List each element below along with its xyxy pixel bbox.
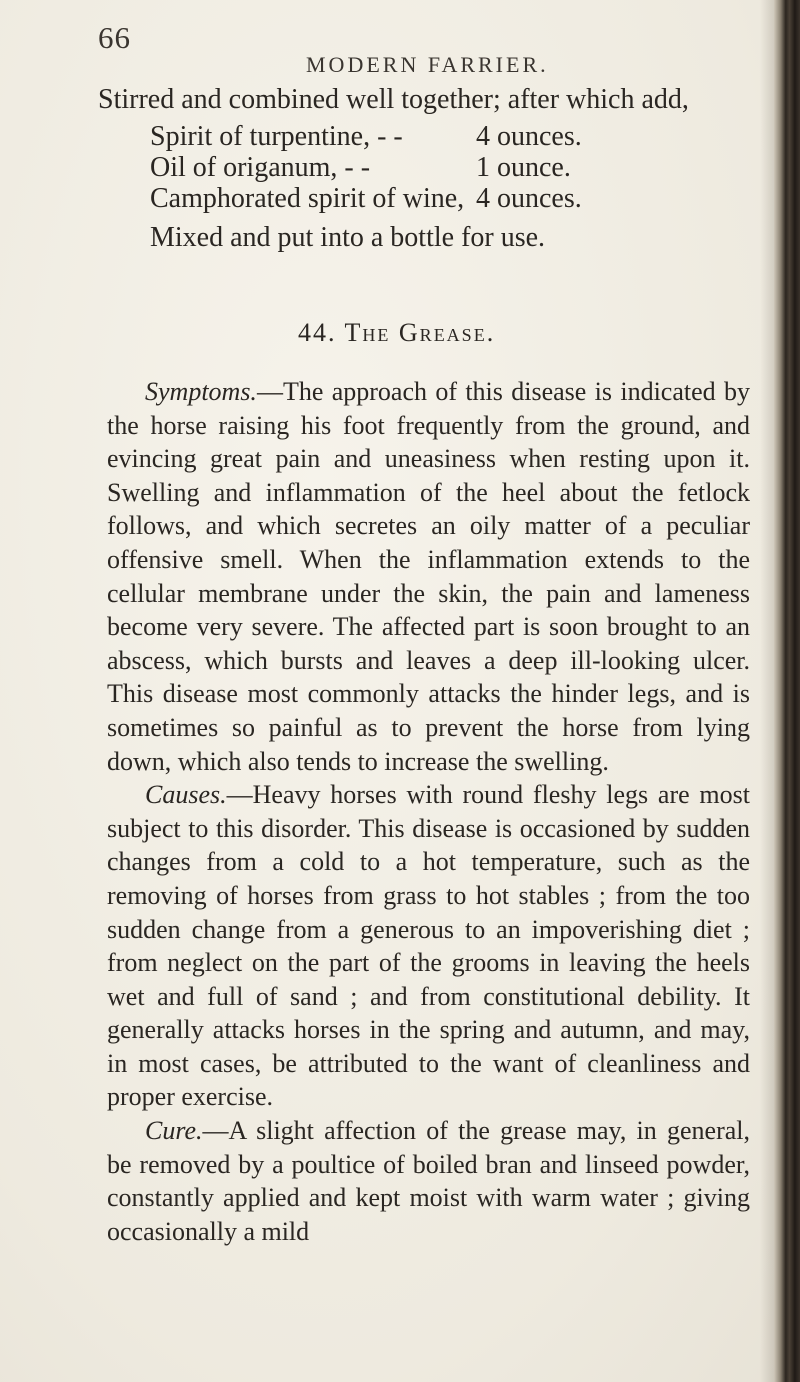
paragraph-text: —A slight affection of the grease may, in general, be removed by a poultice of boiled bran and linseed powder, constantly applied and kept moist with warm water ; giving occasionally a mild <box>107 1116 750 1246</box>
paragraph-symptoms <box>107 375 750 778</box>
mixing-instruction: Mixed and put into a bottle for use. <box>150 222 546 253</box>
ingredient-quantity: 1 ounce. <box>476 152 571 183</box>
paragraph-cure <box>107 1114 750 1248</box>
paragraph-label: Causes. <box>145 780 227 810</box>
paragraph-text: —The approach of this disease is indicated by the horse raising his foot frequently from the ground, and evincing great pain and uneasiness when resting upon it. Swelling and inflammation of the heel about the fetlock follows, and which secretes an oily matter of a peculiar offensive smell. When the inflammation extends to the cellular membrane under the skin, the pain and lameness become very severe. The affected part is soon brought to an abscess, which bursts and leaves a deep ill-looking ulcer. This disease most commonly attacks the hinder legs, and is sometimes so painful as to prevent the horse from lying down, which also tends to increase the swelling. <box>107 377 750 776</box>
ingredient-row <box>150 152 670 183</box>
ingredient-quantity: 4 ounces. <box>476 183 582 214</box>
ingredient-name: Spirit of turpentine, - - <box>150 121 403 152</box>
page-edge-shadow <box>760 0 774 1382</box>
page-number: 66 <box>98 20 131 55</box>
intro-line: Stirred and combined well together; after which add, <box>98 84 689 115</box>
ingredient-row <box>150 121 670 152</box>
body-text <box>107 375 750 1248</box>
ingredient-row <box>150 183 670 214</box>
ingredient-name: Oil of origanum, - - <box>150 152 371 183</box>
ingredient-name: Camphorated spirit of wine, <box>150 183 465 214</box>
section-title: The Grease. <box>344 318 496 347</box>
section-number: 44. <box>298 318 337 347</box>
book-binding-edge <box>774 0 800 1382</box>
paragraph-causes <box>107 778 750 1114</box>
ingredient-quantity: 4 ounces. <box>476 121 582 152</box>
page-header <box>98 20 758 80</box>
paragraph-text: —Heavy horses with round fleshy legs are most subject to this disorder. This disease is occasioned by sudden changes from a cold to a hot temperature, such as the removing of horses from grass to hot stables ; from the too sudden change from a generous to an impoverishing diet ; from neglect on the part of the grooms in leaving the heels wet and full of sand ; and from constitutional debility. It generally attacks horses in the spring and autumn, and may, in most cases, be attributed to the want of cleanliness and proper exercise. <box>107 780 750 1112</box>
paragraph-label: Cure. <box>145 1116 203 1146</box>
section-heading <box>298 315 495 351</box>
ingredient-list <box>150 121 670 214</box>
paragraph-label: Symptoms. <box>145 377 257 406</box>
running-head: MODERN FARRIER. <box>306 52 549 77</box>
